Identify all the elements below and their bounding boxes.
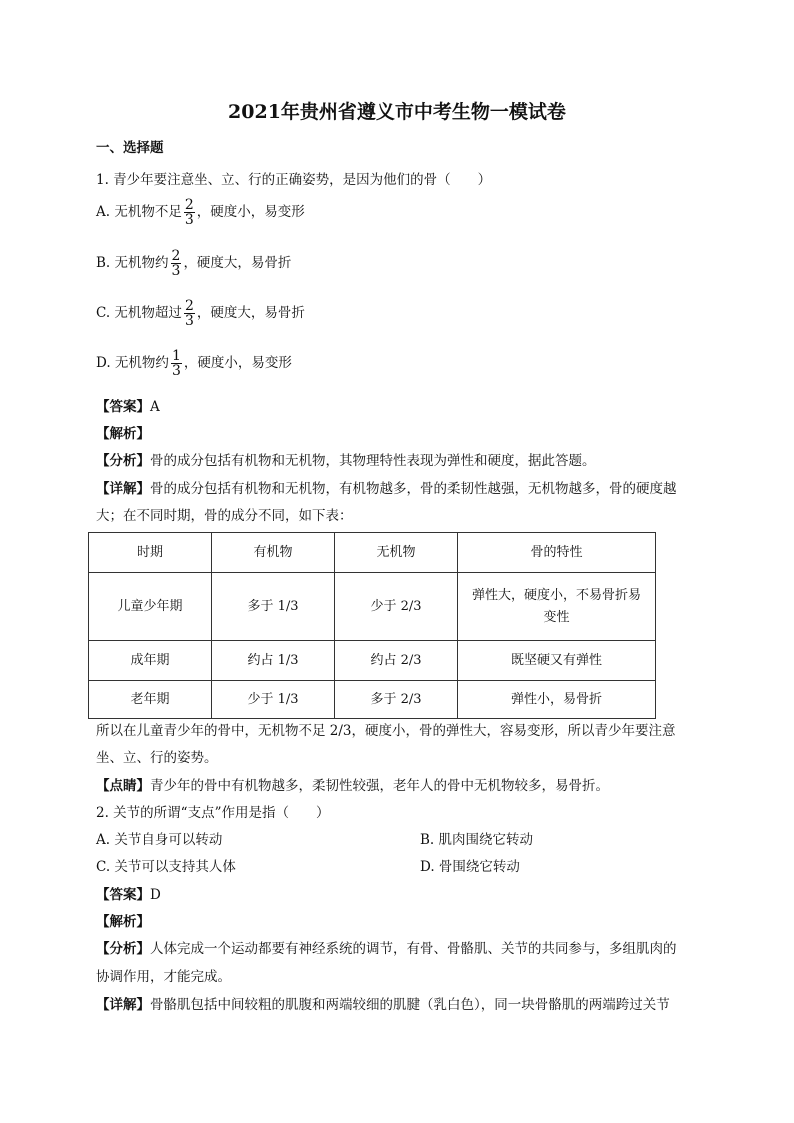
trait-line: 变性 — [543, 609, 570, 625]
table-cell-trait: 既坚硬又有弹性 — [458, 641, 656, 681]
table-cell-inorganic: 多于 2/3 — [335, 681, 458, 719]
table-cell-period: 成年期 — [89, 641, 212, 681]
denominator: 3 — [184, 212, 194, 228]
detail-text: 骨的成分包括有机物和无机物，有机物越多，骨的柔韧性越强，无机物越多，骨的硬度越 — [150, 481, 677, 497]
q2-option-c: C. 关节可以支持其人体 — [96, 859, 236, 875]
page-title: 2021年贵州省遵义市中考生物一模试卷 — [228, 101, 566, 123]
numerator: 2 — [184, 298, 194, 314]
option-text: D. 无机物约 — [96, 355, 169, 371]
q1-option-d — [96, 349, 292, 378]
fraction — [171, 249, 182, 278]
q2-fenxi-line-2: 协调作用，才能完成。 — [96, 969, 231, 985]
q2-option-b: B. 肌肉围绕它转动 — [420, 832, 534, 848]
table-header-cell: 骨的特性 — [458, 533, 656, 573]
numerator: 2 — [184, 197, 194, 213]
table-cell-organic: 多于 1/3 — [212, 573, 335, 641]
trait-line: 弹性大，硬度小，不易骨折易 — [471, 587, 641, 603]
fraction — [184, 198, 195, 227]
dianjing-tag: 【点睛】 — [96, 778, 150, 794]
table-cell-organic: 约占 1/3 — [212, 641, 335, 681]
q1-detail-line-1 — [96, 480, 677, 498]
option-text: B. 无机物约 — [96, 255, 169, 271]
table-header-cell: 有机物 — [212, 533, 335, 573]
q2-answer — [96, 886, 161, 904]
denominator: 3 — [184, 313, 194, 329]
q2-fenxi-line-1 — [96, 940, 677, 958]
q1-after-line-2: 坐、立、行的姿势。 — [96, 750, 218, 766]
question-1-stem: 1. 青少年要注意坐、立、行的正确姿势，是因为他们的骨（ ） — [96, 172, 492, 188]
table-cell-inorganic: 约占 2/3 — [335, 641, 458, 681]
option-text: ，硬度小，易变形 — [196, 204, 305, 220]
fenxi-text: 人体完成一个运动都要有神经系统的调节，有骨、骨骼肌、关节的共同参与，多组肌肉的 — [150, 941, 677, 957]
answer-value: D — [150, 887, 161, 903]
table-cell-inorganic: 少于 2/3 — [335, 573, 458, 641]
q1-option-a — [96, 198, 305, 227]
table-row — [89, 573, 656, 641]
table-header-cell: 时期 — [89, 533, 212, 573]
option-text: ，硬度大，易骨折 — [196, 305, 305, 321]
table-header-row — [89, 533, 656, 573]
q1-fenxi — [96, 452, 596, 470]
numerator: 2 — [171, 248, 181, 264]
table-cell-trait — [458, 573, 656, 641]
table-cell-period: 老年期 — [89, 681, 212, 719]
q1-analysis-tag: 【解析】 — [96, 426, 150, 442]
table-cell-organic: 少于 1/3 — [212, 681, 335, 719]
q1-option-b — [96, 249, 291, 278]
table-row — [89, 681, 656, 719]
answer-tag: 【答案】 — [96, 887, 150, 903]
table-cell-trait: 弹性小，易骨折 — [458, 681, 656, 719]
detail-tag: 【详解】 — [96, 997, 150, 1013]
question-2-stem: 2. 关节的所谓“支点”作用是指（ ） — [96, 805, 330, 821]
q2-detail-line-1 — [96, 996, 670, 1014]
table-header-cell: 无机物 — [335, 533, 458, 573]
detail-text: 骨骼肌包括中间较粗的肌腹和两端较细的肌腱（乳白色），同一块骨骼肌的两端跨过关节 — [150, 997, 670, 1013]
fenxi-tag: 【分析】 — [96, 941, 150, 957]
denominator: 3 — [171, 263, 181, 279]
q2-analysis-tag: 【解析】 — [96, 914, 150, 930]
fraction — [171, 349, 182, 378]
option-text: A. 无机物不足 — [96, 204, 182, 220]
q1-detail-line-2: 大；在不同时期，骨的成分不同，如下表： — [96, 508, 353, 524]
option-text: C. 无机物超过 — [96, 305, 182, 321]
answer-tag: 【答案】 — [96, 399, 150, 415]
fenxi-tag: 【分析】 — [96, 453, 150, 469]
q2-option-a: A. 关节自身可以转动 — [96, 832, 223, 848]
q1-option-c — [96, 299, 305, 328]
bone-composition-table — [88, 532, 656, 719]
q2-option-d: D. 骨围绕它转动 — [420, 859, 520, 875]
table-row — [89, 641, 656, 681]
answer-value: A — [150, 399, 160, 415]
table-cell-period: 儿童少年期 — [89, 573, 212, 641]
option-text: ，硬度大，易骨折 — [183, 255, 292, 271]
fraction — [184, 299, 195, 328]
q1-after-line-1: 所以在儿童青少年的骨中，无机物不足 2/3，硬度小，骨的弹性大，容易变形，所以青少年要注意 — [96, 723, 676, 739]
dianjing-text: 青少年的骨中有机物越多，柔韧性较强，老年人的骨中无机物较多，易骨折。 — [150, 778, 609, 794]
fenxi-text: 骨的成分包括有机物和无机物，其物理特性表现为弹性和硬度，据此答题。 — [150, 453, 596, 469]
section-heading: 一、选择题 — [96, 140, 164, 156]
q1-answer — [96, 398, 160, 416]
denominator: 3 — [171, 363, 181, 379]
option-text: ，硬度小，易变形 — [183, 355, 292, 371]
detail-tag: 【详解】 — [96, 481, 150, 497]
q1-dianjing — [96, 777, 609, 795]
numerator: 1 — [171, 348, 181, 364]
